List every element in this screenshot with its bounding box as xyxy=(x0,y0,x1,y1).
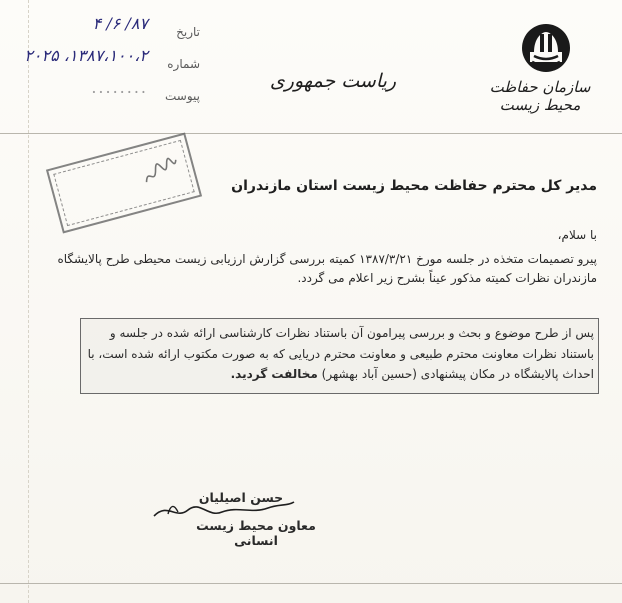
attachment-value: ........ xyxy=(91,78,148,97)
attachment-label: پیوست xyxy=(165,89,200,103)
signatory-name: حسن اصیلیان xyxy=(198,490,284,505)
number-value: ۱۳۸۷،۱۰۰،۲، ۲۰۲۵ xyxy=(24,46,148,65)
signatory-title: معاون محیط زیست انسانی xyxy=(196,518,316,548)
organization-name: سازمان حفاظت محیط زیست xyxy=(489,78,591,114)
decision-text xyxy=(84,323,594,385)
number-label: شماره xyxy=(167,57,200,71)
decision-verdict: مخالفت گردید. xyxy=(230,367,318,381)
meta-values xyxy=(8,14,148,110)
addressee: مدیر کل محترم حفاظت محیط زیست استان مازندران xyxy=(231,178,597,194)
header-divider xyxy=(0,133,622,134)
greeting: با سلام، xyxy=(557,228,597,242)
decision-box xyxy=(80,318,599,394)
date-value: ۸۷/ ۶/ ۴ xyxy=(92,14,148,33)
footer-divider xyxy=(0,583,622,584)
date-label: تاریخ xyxy=(176,25,200,39)
decision-main: پس از طرح موضوع و بحث و بررسی پیرامون آن باستناد نظرات کارشناسی ارائه شده در جلسه و باستناد نظرات معاونت محترم طبیعی و معاونت محترم دریایی که به صورت مکتوب ارائه شده است، با احداث پالایشگاه در مکان پیشنهادی (حسین آباد بهشهر) xyxy=(87,326,594,381)
presidency-title: ریاست جمهوری xyxy=(269,70,397,92)
meta-labels xyxy=(150,25,200,121)
doe-logo-icon xyxy=(520,22,572,74)
letter-body: پیرو تصمیمات متخذه در جلسه مورخ ۱۳۸۷/۳/۲۱ کمیته بررسی گزارش ارزیابی زیست محیطی طرح پالایشگاه مازندران نظرات کمیته مذکور عیناً بشرح زیر اعلام می گردد. xyxy=(57,252,597,285)
